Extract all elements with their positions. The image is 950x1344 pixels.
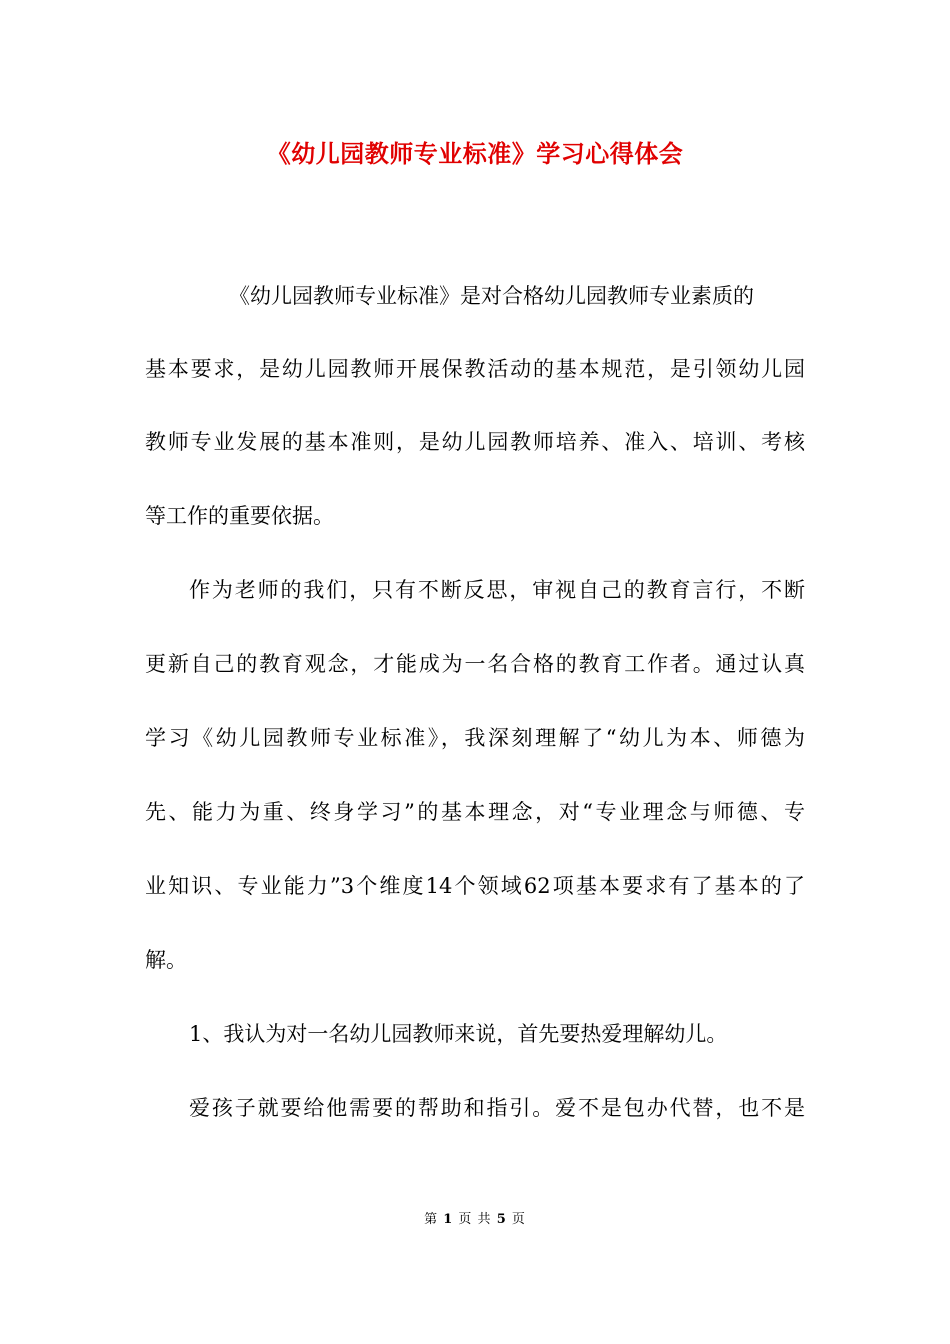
footer-total-pages: 5 xyxy=(496,1212,507,1227)
paragraph-3-line-1: 1、我认为对一名幼儿园教师来说，首先要热爱理解幼儿。 xyxy=(189,1022,728,1046)
paragraph-1-line-1: 《幼儿园教师专业标准》是对合格幼儿园教师专业素质的 xyxy=(229,284,754,308)
paragraph-1-line-2: 基本要求，是幼儿园教师开展保教活动的基本规范，是引领幼儿园 xyxy=(145,357,805,381)
paragraph-2-line-6: 解。 xyxy=(145,948,187,972)
footer-prefix: 第 xyxy=(424,1212,439,1227)
paragraph-2-line-1: 作为老师的我们，只有不断反思，审视自己的教育言行，不断 xyxy=(189,578,805,602)
paragraph-2-line-3: 学习《幼儿园教师专业标准》，我深刻理解了“幼儿为本、师德为 xyxy=(145,726,805,750)
footer-suffix: 页 xyxy=(511,1212,526,1227)
paragraph-2-line-4: 先、能力为重、终身学习”的基本理念，对“专业理念与师德、专 xyxy=(145,800,805,824)
paragraph-1-line-3: 教师专业发展的基本准则，是幼儿园教师培养、准入、培训、考核 xyxy=(145,430,805,454)
document-title: 《幼儿园教师专业标准》学习心得体会 xyxy=(266,139,684,168)
paragraph-4-line-1: 爱孩子就要给他需要的帮助和指引。爱不是包办代替，也不是 xyxy=(189,1096,805,1120)
paragraph-1-line-4: 等工作的重要依据。 xyxy=(145,504,334,528)
paragraph-2-line-2: 更新自己的教育观念，才能成为一名合格的教育工作者。通过认真 xyxy=(145,652,805,676)
footer-middle: 页 共 xyxy=(458,1212,492,1227)
page-footer xyxy=(0,1210,950,1230)
footer-current-page: 1 xyxy=(443,1212,454,1227)
paragraph-2-line-5: 业知识、专业能力”3个维度14个领域62项基本要求有了基本的了 xyxy=(145,874,805,898)
